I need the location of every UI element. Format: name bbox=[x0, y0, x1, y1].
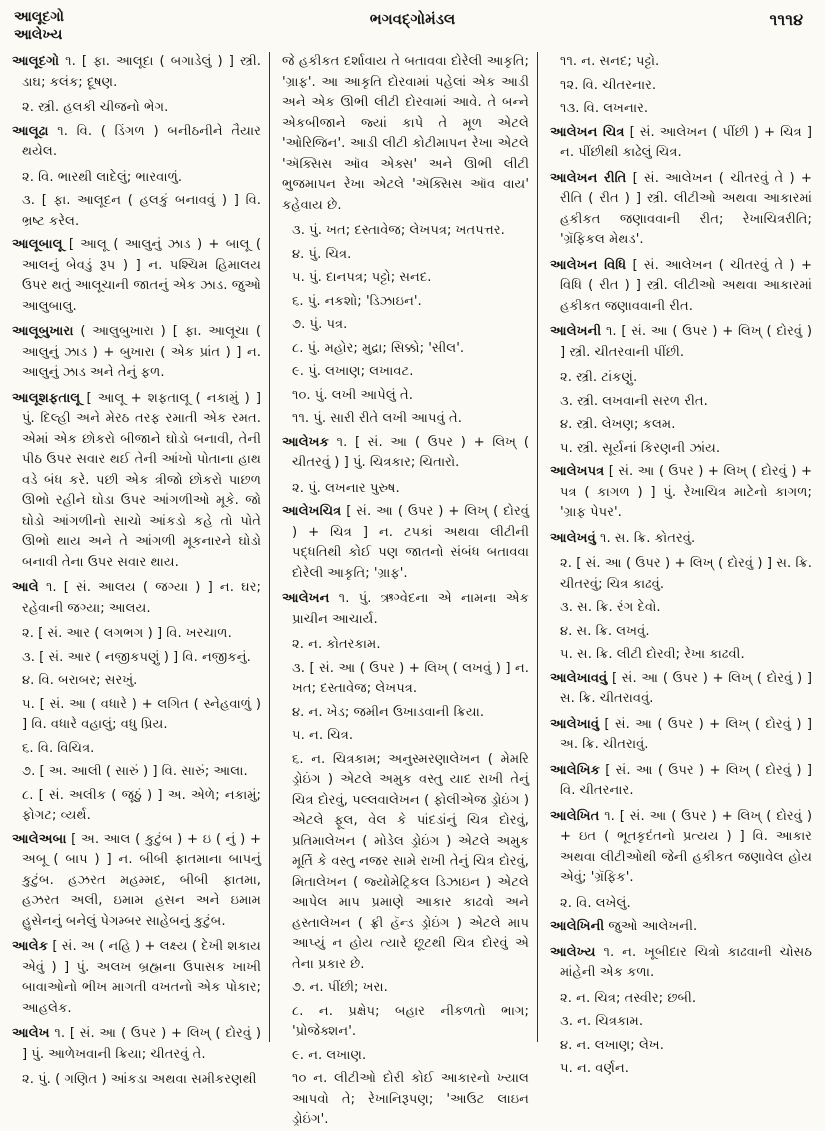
dictionary-entry bbox=[12, 1024, 261, 1065]
entry-headword: આલેખચિત્ર bbox=[282, 504, 342, 519]
dictionary-entry bbox=[550, 529, 812, 550]
entry-sense bbox=[550, 99, 812, 120]
entry-definition: ૧૦. પું. લખી આપેલું તે. bbox=[292, 387, 413, 403]
entry-definition: ૧. [ સં. આ ( ઉપર ) + લિખ્ ( દોરવું ) + ઇત ( ભૂતકૃદંતનો પ્રત્યય ) ] વિ. આકાર અથવા લીટીઓથી જેની હકીકત જણાવેલ હોય એવું; 'ગ્રૅફિક'. bbox=[560, 808, 812, 885]
entry-definition: ૧૩. વિ. લખનાર. bbox=[560, 101, 649, 116]
dictionary-entry bbox=[12, 52, 261, 93]
entry-sense bbox=[12, 762, 261, 783]
entry-headword: આલેખન રીતિ bbox=[550, 170, 627, 186]
entry-headword: આલેખિક bbox=[550, 762, 600, 778]
entry-definition: [ સં. આલેખન ( ચીતરવું તે ) + વિધિ ( રીત ) ] સ્ત્રી. લીટીઓ અથવા આકારમાં હકીકત જણાવવાની રીત. bbox=[560, 257, 813, 314]
entry-definition: ૬. ન. ચિત્રકામ; અનુસ્મરણાલેખન ( મેમરિ ડ્રોઇંગ ) એટલે અમુક વસ્તુ યાદ રાખી તેનું ચિત્ર દોરવું, પલ્લવાલેખન ( ફોલીએજ ડ્રોઇંગ ) એટલે ફૂલ, વેલ કે પાંદડાંનું ચિત્ર દોરવું, પ્રતિમાલેખન ( મોડેલ ડ્રોઇંગ ) એટલે અમુક મૂર્તિ કે વસ્તુ નજર સામે રાખી તેનું ચિત્ર દોરવું, મિતાલેખન ( જ્યોમેટ્રિકલ ડિઝાઇન ) એટલે આપેલ માપ પ્રમાણે આકાર કાઢવો અને હસ્તાલેખન ( ફ્રી હૅન્ડ ડ્રોઇંગ ) એટલે માપ આપ્યું ન હોય ત્યારે છૂટથી ચિત્ર દોરવું એ તેના પ્રકાર છે. bbox=[292, 751, 529, 972]
entry-sense bbox=[550, 1012, 812, 1033]
entry-definition: [ અ. આલ ( કુટુંબ ) + ઇ ( નું ) + અબૂ ( બાપ ) ] ન. બીબી ફાતમાના બાપનું કુટુંબ. હઝરત મહમ્મદ, બીબી ફાતમા, હઝરત અલી, ઇમામ હસન અને ઇમામ હુસેનનું બનેલું પેગમ્બર સાહેબનું કુટુંબ. bbox=[22, 831, 261, 929]
entry-sense bbox=[282, 268, 529, 289]
entry-sense bbox=[282, 750, 529, 976]
dictionary-entry bbox=[12, 235, 261, 317]
dictionary-entry bbox=[550, 462, 812, 524]
entry-definition: ૧. [ સં. આ ( ઉપર ) + લિખ્ ( દોરવું ) ] સ્ત્રી. ચીતરવાની પીંછી. bbox=[560, 324, 812, 360]
dictionary-entry bbox=[550, 715, 812, 756]
entry-definition: ( આલુબુખારા ) [ ફા. આલૂચા ( આલુનું ઝાડ ) + બુખારા ( એક પ્રાંત ) ] ન. આલુનું ઝાડ અને તેનું ફળ. bbox=[22, 324, 261, 380]
column-2 bbox=[272, 52, 538, 1127]
entry-headword: આલેખ્ય bbox=[550, 944, 596, 960]
dictionary-entry bbox=[282, 589, 529, 630]
dictionary-entry bbox=[12, 578, 261, 619]
entry-definition: [ સં. આ ( ઉપર ) + લિખ્ ( દોરવું ) ] વિ. ચીતરનાર. bbox=[560, 762, 812, 798]
entry-headword: આલેખિત bbox=[550, 808, 600, 824]
entry-sense bbox=[550, 598, 812, 619]
dictionary-entry bbox=[12, 830, 261, 933]
entry-definition: ૭. ન. પીંછી; ખરા. bbox=[292, 980, 388, 995]
entry-definition: ૪. સ્ત્રી. લેખણ; કલમ. bbox=[560, 417, 676, 432]
entry-definition: [ સં. આ ( ઉપર ) + લિખ્ ( દોરવું ) + ચિત્ર ] ન. ટપકાં અથવા લીટીની પદ્ધતિથી કોઈ પણ જાતનો સંબંધ બતાવવા દોરેલી આકૃતિ; 'ગ્રાફ'. bbox=[292, 504, 529, 581]
entry-definition: ૮. [ સં. અલીક ( જૂઠું ) ] અ. એળે; નકામું; ફોગટ; વ્યર્થ. bbox=[22, 787, 261, 823]
entry-definition: ૧. [ ફા. આલૂદા ( બગાડેલું ) ] સ્ત્રી. ડાઘ; કલંક; દૂષણ. bbox=[22, 54, 261, 90]
entry-definition: ૩. પું. ખત; દસ્તાવેજ; લેખપત્ર; ખતપત્તર. bbox=[292, 223, 505, 238]
entry-definition: ૩. સ. ક્રિ. રંગ દેવો. bbox=[560, 600, 661, 615]
entry-sense bbox=[282, 1002, 529, 1043]
entry-definition: [ સં. આ ( ઉપર ) + લિખ્ ( દોરવું ) + પત્ર ( કાગળ ) ] પું. રેખાચિત્ર માટેનો કાગળ; 'ગ્રાફ પેપર'. bbox=[560, 464, 812, 520]
entry-headword: આલૂબાલૂ bbox=[12, 237, 63, 252]
entry-sense bbox=[282, 479, 529, 500]
entry-headword: આલેખિની bbox=[550, 919, 605, 934]
entry-definition: ૧. સ. ક્રિ. કોતરવું. bbox=[600, 530, 696, 546]
entry-headword: આલેખની bbox=[550, 324, 602, 339]
entry-headword: આલેઅબા bbox=[12, 831, 67, 847]
entry-definition: ૧૧. ન. સનદ; પટ્ટો. bbox=[560, 54, 660, 69]
entry-sense bbox=[282, 659, 529, 700]
entry-definition: ૧. ન. ખૂબીદાર ચિત્રો કાઢવાની ચોસઠ માંહેની એક કળા. bbox=[560, 944, 812, 980]
dictionary-entry bbox=[550, 123, 812, 164]
dictionary-entry bbox=[550, 917, 812, 938]
column-3 bbox=[540, 52, 818, 1076]
entry-definition: ૭. પું. પત્ર. bbox=[292, 317, 348, 332]
page-header bbox=[0, 6, 825, 50]
entry-headword: આલે bbox=[12, 580, 39, 595]
dictionary-entry bbox=[550, 669, 812, 710]
dictionary-entry bbox=[282, 433, 529, 474]
entry-definition: ૫. પું. દાનપત્ર; પટ્ટો; સનદ. bbox=[292, 270, 432, 285]
entry-sense bbox=[282, 292, 529, 313]
entry-headword: આલેખન વિધિ bbox=[550, 257, 627, 273]
entry-definition: [ આલૂ ( આલુનું ઝાડ ) + બાલૂ ( આલનું બેવડું રૂપ ) ] ન. પશ્ચિમ હિમાલય ઉપર થતું આલૂચાની જાતનું એક ઝાડ. જુઓ આલુબાલુ. bbox=[22, 237, 261, 314]
entry-sense bbox=[12, 786, 261, 827]
entry-definition: [ આલૂ + શફતાલૂ ( નકામું ) ] પું. દિલ્હી અને મેરઠ તરફ રમાતી એક રમત. એમાં એક છોકરો બીજાને ઘોડો બનાવી, તેની પીઠ ઉપર સવાર થઈ તેની આંખો પોતાના હાથ વડે બંધ કરે. પછી એક ત્રીજો છોકરો પાછળ ઊભો રહીને ઘોડા ઉપર આંગળીઓ મૂકે. જો ઘોડો આંગળીનો સાચો આંકડો કહે તો પોતે ઊભો થાય અને તે આંગળી મૂકનારને ઘોડો બનાવી તેના ઉપર સવાર થાય. bbox=[22, 390, 262, 570]
entry-sense bbox=[12, 624, 261, 645]
entry-definition: [ સં. અ ( નહિ ) + લક્ષ્ય ( દેખી શકાય એવું ) ] પું. અલખ બ્રહ્મના ઉપાસક ખાખી બાવાઓનો ભીખ માગતી વખતનો એક પોકાર; આહલેક. bbox=[22, 939, 261, 1016]
entry-definition: ૫. [ સં. આ ( વધારે ) + લગિત ( સ્નેહવાળું ) ] વિ. વધારે વહાલું; વધુ પ્રિય. bbox=[22, 696, 261, 732]
entry-definition: ૩. સ્ત્રી. લખવાની સરળ રીત. bbox=[560, 393, 708, 409]
entry-sense bbox=[282, 52, 529, 216]
entry-definition: ૨. પું. લખનાર પુરુષ. bbox=[292, 480, 400, 496]
entry-sense bbox=[282, 339, 529, 360]
entry-sense bbox=[282, 386, 529, 407]
entry-definition: ૨. [ સં. આર ( લગભગ ) ] વિ. ખરચાળ. bbox=[22, 626, 232, 641]
entry-headword: આલેખન ચિત્ર bbox=[550, 124, 625, 140]
entry-headword: આલેખક bbox=[282, 434, 329, 450]
dictionary-entry bbox=[12, 937, 261, 1019]
entry-definition: ૨. સ્ત્રી. ટાંકણું. bbox=[560, 370, 638, 385]
entry-sense bbox=[12, 648, 261, 669]
entry-sense bbox=[550, 439, 812, 460]
entry-definition: ૬. વિ. વિચિત્ર. bbox=[22, 740, 95, 756]
entry-sense bbox=[282, 221, 529, 242]
entry-definition: ૧. [ સં. આલય ( જગ્યા ) ] ન. ઘર; રહેવાની જગ્યા; આલય. bbox=[22, 580, 261, 616]
entry-headword: આલેખપત્ર bbox=[550, 464, 605, 479]
entry-sense bbox=[282, 362, 529, 383]
column-1 bbox=[12, 52, 270, 1087]
entry-sense bbox=[550, 554, 812, 595]
entry-sense bbox=[12, 191, 261, 232]
dictionary-entry bbox=[550, 322, 812, 363]
dictionary-entry bbox=[12, 389, 261, 574]
entry-headword: આલેખાવવું bbox=[550, 670, 608, 686]
entry-sense bbox=[282, 1046, 529, 1067]
entry-definition: ૨. ન. ચિત્ર; તસ્વીર; છબી. bbox=[560, 990, 697, 1006]
entry-definition: ૧. વિ. ( ડિંગળ ) બનીઠનીને તૈયાર થયેલ. bbox=[22, 123, 261, 159]
page-number: ૧૧૧૪ bbox=[769, 10, 803, 29]
entry-definition: ૯. પું. લખાણ; લખાવટ. bbox=[292, 364, 414, 379]
entry-definition: જે હકીકત દર્શાવાય તે બતાવવા દોરેલી આકૃતિ; 'ગ્રાફ'. આ આકૃતિ દોરવામાં પહેલાં એક આડી અને એક ઊભી લીટી દોરવામાં આવે. તે બન્ને એકબીજાને જ્યાં કાપે તે મૂળ એટલે 'ઓરિજિન'. આડી લીટી કોટીમાપન રેખા એટલે 'ઍક્સિસ ઑવ એક્સ' અને ઊભી લીટી ભુજમાપન રેખા એટલે 'ઍક્સિસ ઑવ વાય' કહેવાય છે. bbox=[282, 54, 529, 213]
entry-definition: [ સં. આ ( ઉપર ) + લિખ્ ( દોરવું ) ] સ. ક્રિ. ચીતરાવવું. bbox=[560, 670, 812, 706]
dictionary-entry bbox=[12, 322, 261, 384]
entry-definition: ૧૧. પું. સારી રીતે લખી આપવું તે. bbox=[292, 411, 462, 426]
entry-sense bbox=[282, 635, 529, 656]
entry-definition: ૨. ન. કોતરકામ. bbox=[292, 637, 381, 652]
dictionary-entry bbox=[550, 256, 812, 318]
entry-definition: [ સં. આલેખન ( ચીતરવું તે ) + રીતિ ( રીત ) ] સ્ત્રી. લીટીઓ અથવા આકારમાં હકીકત જણાવવાની રીત; રેખાચિત્રરીતિ; 'ગ્રૅફિકલ મેથડ'. bbox=[560, 170, 812, 247]
entry-headword: આલૂદગો bbox=[12, 54, 60, 69]
entry-definition: ૨. [ સં. આ ( ઉપર ) + લિખ્ ( દોરવું ) ] સ. ક્રિ. ચીતરવું; ચિત્ર કાઢવું. bbox=[560, 556, 812, 592]
entry-definition: ૫. સ્ત્રી. સૂર્યનાં કિરણની ઝાંય. bbox=[560, 440, 721, 456]
entry-headword: આલેક bbox=[12, 939, 49, 954]
entry-headword: આલૂબુખારા bbox=[12, 324, 74, 339]
entry-sense bbox=[550, 622, 812, 643]
entry-definition: ૧૦ ન. લીટીઓ દોરી કોઈ આકારનો ખ્યાલ આપવો તે; રેખાનિરૂપણ; 'આઉટ લાઇન ડ્રોઇંગ'. bbox=[292, 1071, 529, 1127]
entry-sense bbox=[12, 671, 261, 692]
entry-sense bbox=[282, 703, 529, 724]
entry-definition: [ સં. આ ( ઉપર ) + લિખ્ ( દોરવું ) ] અ. ક્રિ. ચીતરાવું. bbox=[560, 716, 812, 752]
guide-word-last: આલેખ્ય bbox=[14, 27, 63, 43]
entry-sense bbox=[550, 1036, 812, 1057]
entry-definition: ૩. [ સં. આ ( ઉપર ) + લિખ્ ( લખવું ) ] ન. ખત; દસ્તાવેજ; લેખપત્ર. bbox=[292, 660, 529, 696]
entry-definition: ૬. પું. નકશો; 'ડિઝાઇન'. bbox=[292, 293, 422, 309]
entry-headword: આલૂશફતાલૂ bbox=[12, 390, 81, 406]
entry-headword: આલેખન bbox=[282, 591, 330, 606]
entry-definition: ૩. [ ફા. આલૂદન ( હલકું બનાવવું ) ] વિ. ભ્રષ્ટ કરેલ. bbox=[22, 193, 261, 229]
entry-definition: ૩. ન. ચિત્રકામ. bbox=[560, 1014, 644, 1029]
entry-sense bbox=[12, 695, 261, 736]
entry-headword: આલેખ bbox=[12, 1026, 50, 1041]
entry-definition: ૧. [ સં. આ ( ઉપર ) + લિખ્ ( ચીતરવું ) ] પું. ચિત્રકાર; ચિતારો. bbox=[292, 434, 529, 470]
book-title: ભગવદ્ગોમંડલ bbox=[369, 10, 456, 28]
dictionary-entry bbox=[550, 761, 812, 802]
entry-definition: ૨. વિ. લખેલું. bbox=[560, 895, 631, 911]
entry-sense bbox=[550, 392, 812, 413]
entry-headword: આલૂઢા bbox=[12, 123, 49, 139]
entry-sense bbox=[550, 989, 812, 1010]
entry-sense bbox=[12, 98, 261, 119]
entry-definition: ૨. સ્ત્રી. હલકી ચીજનો ભેગ. bbox=[22, 100, 169, 115]
entry-sense bbox=[550, 1059, 812, 1080]
entry-sense bbox=[12, 739, 261, 760]
entry-sense bbox=[550, 415, 812, 436]
entry-definition: ૮. ન. પ્રક્ષેપ; બહાર નીકળતો ભાગ; 'પ્રોજેક્શન'. bbox=[292, 1003, 529, 1039]
entry-definition: ૪. વિ. બરાબર; સરખું. bbox=[22, 673, 138, 688]
entry-definition: ૫. સ. ક્રિ. લીટી દોરવી; રેખા કાઢવી. bbox=[560, 647, 745, 662]
entry-definition: ૪. ન. લખાણ; લેખ. bbox=[560, 1037, 664, 1053]
entry-sense bbox=[282, 245, 529, 266]
entry-definition: ૫. ન. વર્ણન. bbox=[560, 1061, 629, 1076]
entry-sense bbox=[282, 315, 529, 336]
dictionary-entry bbox=[282, 502, 529, 584]
entry-sense bbox=[550, 894, 812, 915]
entry-sense bbox=[550, 52, 812, 73]
entry-definition: ૧. પું. ઋગ્વેદના એ નામના એક પ્રાચીન આચાર્ય. bbox=[292, 591, 529, 627]
entry-definition: ૪. સ. ક્રિ. લખવું. bbox=[560, 623, 650, 639]
entry-sense bbox=[12, 168, 261, 189]
entry-sense bbox=[550, 645, 812, 666]
dictionary-entry bbox=[550, 169, 812, 251]
dictionary-entry bbox=[550, 807, 812, 889]
entry-sense bbox=[550, 368, 812, 389]
entry-definition: ૧. [ સં. આ ( ઉપર ) + લિખ્ ( દોરવું ) ] પું. આળેખવાની ક્રિયા; ચીતરવું તે. bbox=[22, 1026, 261, 1062]
entry-sense bbox=[282, 409, 529, 430]
entry-sense bbox=[282, 726, 529, 747]
entry-sense bbox=[550, 76, 812, 97]
entry-definition: ૫. ન. ચિત્ર. bbox=[292, 728, 354, 743]
entry-definition: ૧૨. વિ. ચીતરનાર. bbox=[560, 77, 657, 93]
entry-headword: આલેખવું bbox=[550, 530, 596, 546]
dictionary-entry bbox=[12, 122, 261, 163]
entry-sense bbox=[282, 978, 529, 999]
entry-sense bbox=[12, 1070, 261, 1091]
dictionary-entry bbox=[550, 943, 812, 984]
entry-definition: ૨. પું. ( ગણિત ) આંકડા અથવા સમીકરણથી bbox=[22, 1072, 257, 1087]
entry-definition: ૯. ન. લખાણ. bbox=[292, 1047, 367, 1063]
entry-definition: ૭. [ અ. આલી ( સારું ) ] વિ. સારું; આલા. bbox=[22, 764, 248, 779]
entry-headword: આલેખાવું bbox=[550, 716, 600, 732]
entry-definition: ૩. [ સં. આર ( નજીકપણું ) ] વિ. નજીકનું. bbox=[22, 649, 251, 665]
guide-word-first: આલૂદગો bbox=[14, 9, 64, 25]
entry-sense bbox=[282, 1069, 529, 1131]
entry-definition: ૮. પું. મહોર; મુદ્રા; સિક્કો; 'સીલ'. bbox=[292, 340, 465, 356]
entry-definition: ૪. પું. ચિત્ર. bbox=[292, 246, 352, 262]
entry-definition: જુઓ આલેખની. bbox=[608, 919, 698, 934]
entry-definition: ૨. વિ. ભારથી લાદેલું; ભારવાળું. bbox=[22, 169, 183, 185]
entry-definition: ૪. ન. ખેડ; જમીન ઉખાડવાની ક્રિયા. bbox=[292, 704, 485, 720]
entry-definition: [ સં. આલેખન ( પીંછી ) + ચિત્ર ] ન. પીંછીથી કાઢેલું ચિત્ર. bbox=[560, 124, 813, 160]
